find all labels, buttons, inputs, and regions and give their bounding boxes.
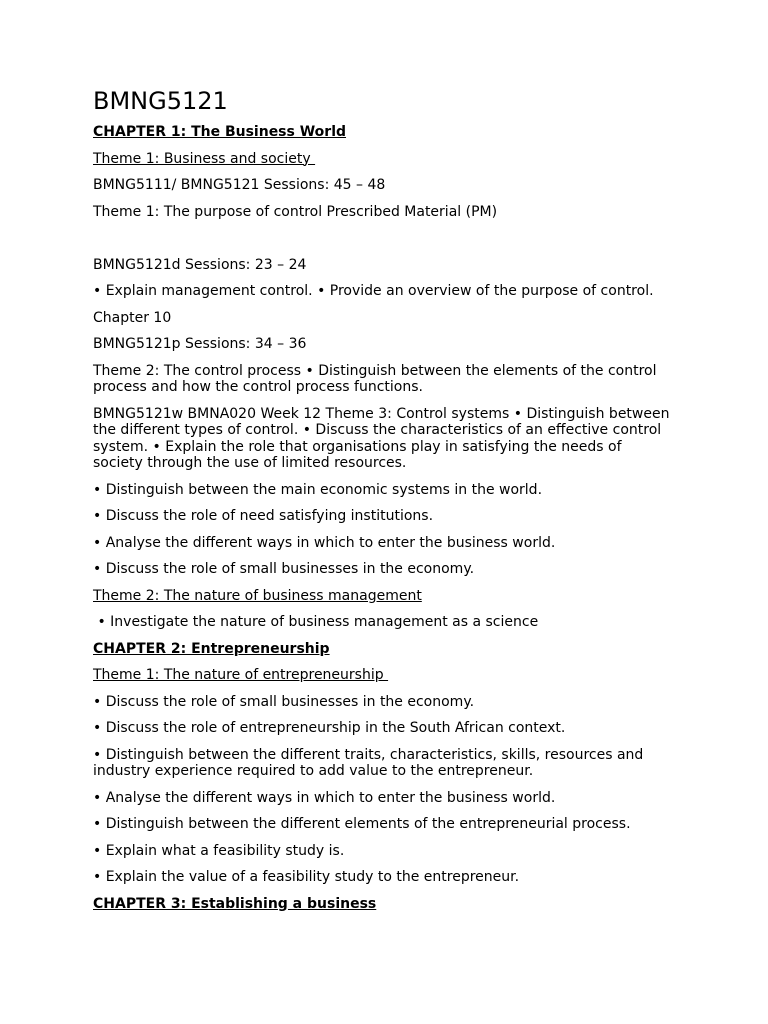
chapter-heading-text: CHAPTER 1: The Business World <box>93 124 347 140</box>
paragraph <box>93 363 673 396</box>
paragraph <box>93 257 673 274</box>
paragraph <box>93 561 673 578</box>
paragraph <box>93 406 673 472</box>
paragraph-text: • Distinguish between the main economic systems in the world. <box>93 481 543 498</box>
paragraph-text: • Analyse the different ways in which to enter the business world. <box>93 789 556 806</box>
paragraph-text: BMNG5121d Sessions: 23 – 24 <box>93 256 307 273</box>
paragraph <box>93 482 673 499</box>
paragraph-text: • Discuss the role of entrepreneurship in the South African context. <box>93 720 566 736</box>
chapter-heading <box>93 124 673 141</box>
paragraph <box>93 816 673 833</box>
paragraph-text: • Discuss the role of small businesses in the economy. <box>93 561 475 577</box>
paragraph-text: • Discuss the role of need satisfying institutions. <box>93 508 434 524</box>
paragraph <box>93 508 673 525</box>
paragraph-text: • Distinguish between the different traits, characteristics, skills, resources and industry experience required to add value to the entrepreneur. <box>93 746 648 779</box>
paragraph <box>93 720 673 737</box>
paragraph-text: • Explain management control. • Provide an overview of the purpose of control. <box>93 283 654 299</box>
theme-heading <box>93 588 673 605</box>
chapter-heading <box>93 641 673 658</box>
paragraph <box>93 790 673 807</box>
paragraph <box>93 310 673 327</box>
paragraph <box>93 535 673 552</box>
paragraph <box>93 204 673 221</box>
blank-line <box>93 230 673 257</box>
paragraph-text: Theme 1: The purpose of control Prescribed Material (PM) <box>93 203 498 220</box>
paragraph-text: BMNG5121w BMNA020 Week 12 Theme 3: Control systems • Distinguish between the different types of control. • Discuss the characteristics of an effective control system. • Explain the role that organisations play in satisfying the needs of society through the use of limited resources. <box>93 405 674 471</box>
paragraph-text: Theme 2: The control process • Distinguish between the elements of the control process and how the control process functions. <box>93 362 661 395</box>
theme-heading <box>93 667 673 684</box>
paragraph-text: • Investigate the nature of business management as a science <box>93 614 539 630</box>
paragraph <box>93 336 673 353</box>
paragraph-text: • Distinguish between the different elements of the entrepreneurial process. <box>93 816 631 832</box>
document-body <box>93 124 673 912</box>
paragraph <box>93 869 673 886</box>
chapter-heading-text: CHAPTER 3: Establishing a business <box>93 895 377 912</box>
paragraph-text: BMNG5111/ BMNG5121 Sessions: 45 – 48 <box>93 177 386 193</box>
paragraph-text: Chapter 10 <box>93 309 172 326</box>
paragraph <box>93 283 673 300</box>
paragraph-text: • Discuss the role of small businesses in the economy. <box>93 693 475 710</box>
paragraph-text: BMNG5121p Sessions: 34 – 36 <box>93 336 307 352</box>
chapter-heading-text: CHAPTER 2: Entrepreneurship <box>93 640 330 657</box>
theme-heading-text: Theme 1: Business and society <box>93 150 316 167</box>
theme-heading-text: Theme 1: The nature of entrepreneurship <box>93 667 389 683</box>
paragraph-text: • Explain the value of a feasibility study to the entrepreneur. <box>93 869 520 885</box>
paragraph-text: • Explain what a feasibility study is. <box>93 842 345 859</box>
theme-heading-text: Theme 2: The nature of business management <box>93 587 422 604</box>
theme-heading <box>93 151 673 168</box>
paragraph-text: • Analyse the different ways in which to enter the business world. <box>93 534 556 551</box>
paragraph <box>93 747 673 780</box>
chapter-heading <box>93 896 673 913</box>
paragraph <box>93 694 673 711</box>
paragraph <box>93 614 673 631</box>
paragraph <box>93 843 673 860</box>
document-title: BMNG5121 <box>93 87 228 115</box>
document-page <box>93 86 673 922</box>
paragraph <box>93 177 673 194</box>
